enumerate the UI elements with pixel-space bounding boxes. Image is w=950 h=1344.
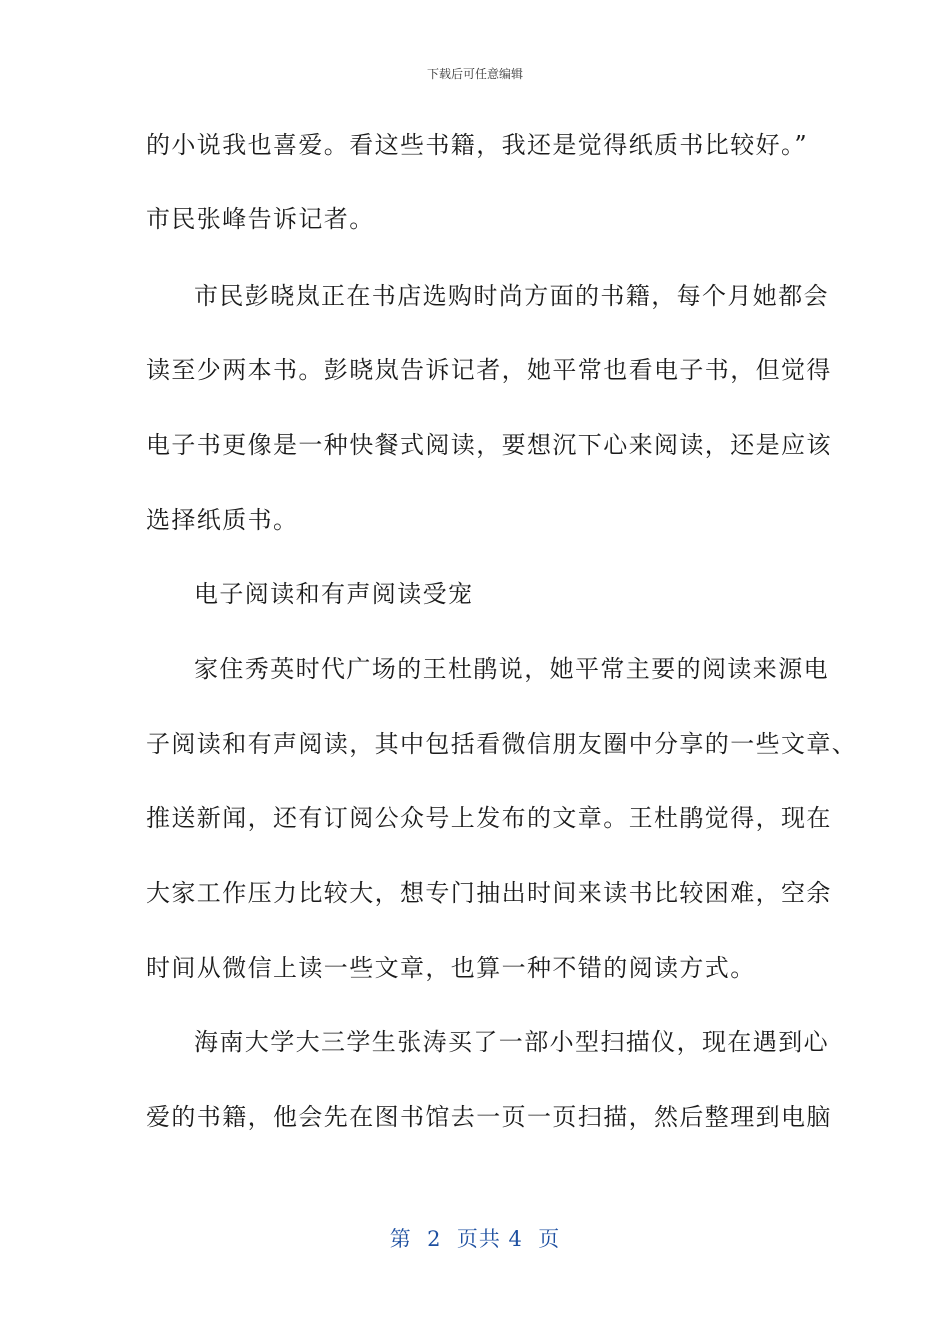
text-line: 大家工作压力比较大，想专门抽出时间来读书比较困难，空余 (146, 879, 832, 907)
text-line: 选择纸质书。 (146, 506, 299, 534)
text-line: 推送新闻，还有订阅公众号上发布的文章。王杜鹃觉得，现在 (146, 804, 832, 832)
text-line: 时间从微信上读一些文章，也算一种不错的阅读方式。 (146, 954, 756, 982)
text-line: 读至少两本书。彭晓岚告诉记者，她平常也看电子书，但觉得 (146, 356, 832, 384)
text-line: 的小说我也喜爱。看这些书籍，我还是觉得纸质书比较好。” (146, 131, 809, 159)
section-heading: 电子阅读和有声阅读受宠 (194, 580, 474, 608)
page-header-note: 下载后可任意编辑 (426, 67, 523, 81)
page-number-indicator: 第 2 页共 4 页 (389, 1227, 561, 1251)
text-line: 爱的书籍，他会先在图书馆去一页一页扫描，然后整理到电脑 (146, 1103, 832, 1131)
paragraph-start-line: 家住秀英时代广场的王杜鹃说，她平常主要的阅读来源电 (194, 655, 829, 683)
text-line: 市民张峰告诉记者。 (146, 205, 375, 233)
paragraph-start-line: 市民彭晓岚正在书店选购时尚方面的书籍，每个月她都会 (194, 282, 829, 310)
text-line: 电子书更像是一种快餐式阅读，要想沉下心来阅读，还是应该 (146, 431, 832, 459)
text-line: 子阅读和有声阅读，其中包括看微信朋友圈中分享的一些文章、 (146, 730, 858, 758)
paragraph-start-line: 海南大学大三学生张涛买了一部小型扫描仪，现在遇到心 (194, 1028, 829, 1056)
